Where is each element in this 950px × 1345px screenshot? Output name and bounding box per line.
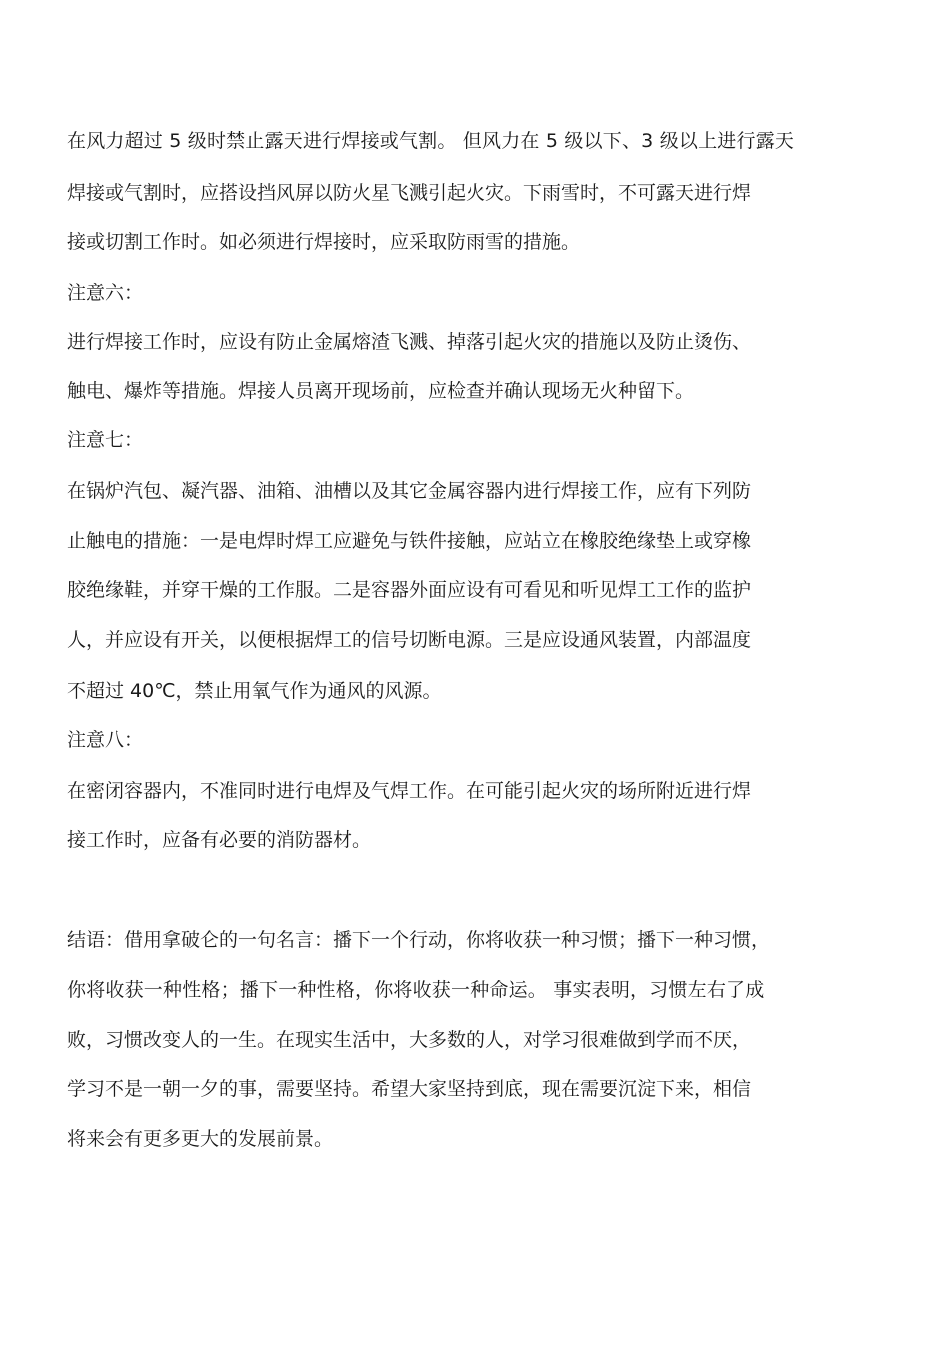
conclusion-line: 将来会有更多更大的发展前景。 <box>67 1128 334 1150</box>
paragraph-line: 接工作时，应备有必要的消防器材。 <box>67 829 372 851</box>
conclusion-line: 学习不是一朝一夕的事，需要坚持。希望大家坚持到底，现在需要沉淀下来，相信 <box>67 1078 752 1100</box>
paragraph-line: 触电、爆炸等措施。焊接人员离开现场前，应检查并确认现场无火种留下。 <box>67 380 695 402</box>
paragraph-line: 不超过 40℃，禁止用氧气作为通风的风源。 <box>67 680 442 702</box>
paragraph-line: 人，并应设有开关，以便根据焊工的信号切断电源。三是应设通风装置，内部温度 <box>67 629 752 651</box>
section-heading: 注意八： <box>67 729 144 751</box>
conclusion-line: 败，习惯改变人的一生。在现实生活中，大多数的人，对学习很难做到学而不厌， <box>67 1029 752 1051</box>
conclusion-line: 结语：借用拿破仑的一句名言：播下一个行动，你将收获一种习惯；播下一种习惯， <box>67 929 771 951</box>
section-heading: 注意六： <box>67 282 144 304</box>
paragraph-line: 进行焊接工作时，应设有防止金属熔渣飞溅、掉落引起火灾的措施以及防止烫伤、 <box>67 331 752 353</box>
paragraph-line: 接或切割工作时。如必须进行焊接时，应采取防雨雪的措施。 <box>67 231 581 253</box>
paragraph-line: 焊接或气割时，应搭设挡风屏以防火星飞溅引起火灾。下雨雪时，不可露天进行焊 <box>67 182 752 204</box>
paragraph-line: 在锅炉汽包、凝汽器、油箱、油槽以及其它金属容器内进行焊接工作，应有下列防 <box>67 480 752 502</box>
conclusion-line: 你将收获一种性格；播下一种性格，你将收获一种命运。 事实表明，习惯左右了成 <box>67 979 765 1001</box>
paragraph-line: 止触电的措施：一是电焊时焊工应避免与铁件接触，应站立在橡胶绝缘垫上或穿橡 <box>67 530 752 552</box>
section-heading: 注意七： <box>67 429 144 451</box>
paragraph-line: 在风力超过 5 级时禁止露天进行焊接或气割。 但风力在 5 级以下、3 级以上进行露天 <box>67 130 795 152</box>
paragraph-line: 在密闭容器内，不准同时进行电焊及气焊工作。在可能引起火灾的场所附近进行焊 <box>67 780 752 802</box>
paragraph-line: 胶绝缘鞋，并穿干燥的工作服。二是容器外面应设有可看见和听见焊工工作的监护 <box>67 579 752 601</box>
